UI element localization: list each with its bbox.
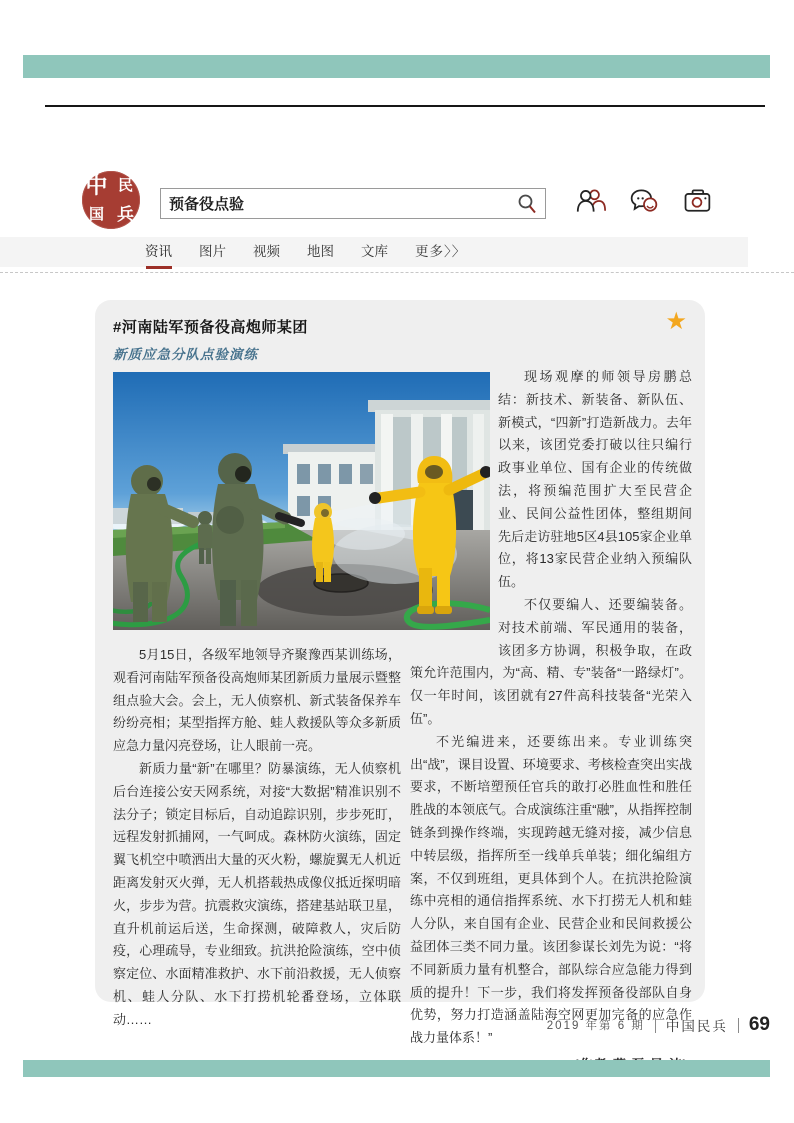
tab-more[interactable]: 更多〉〉	[415, 244, 467, 259]
logo-char: 兵	[117, 205, 134, 224]
top-accent-bar	[23, 55, 770, 78]
search-tab-bar	[0, 237, 748, 267]
star-icon[interactable]: ★	[665, 308, 687, 335]
tab-news[interactable]: 资讯	[145, 237, 172, 267]
footer-divider	[655, 1018, 656, 1033]
magazine-name: 中国民兵	[665, 1019, 728, 1034]
header-action-icons	[576, 186, 712, 216]
logo-char: 国	[88, 206, 104, 223]
tab-video[interactable]: 视频	[253, 244, 280, 259]
article-hashtag-title: #河南陆军预备役高炮师某团	[113, 319, 308, 336]
paragraph: 不光编进来，还要练出来。专业训练突出“战”，课目设置、环境要求、考核检查突出实战要求，不断培塑预任官兵的敢打必胜血性和胜任胜战的本领底气。合成演练注重“融”，从指挥控制链条到操作终端，实现跨越无缝对接，减少信息中转层级，指挥所至一线单兵单装；细化编组方案，不仅到班组，更具体到个人。在抗洪抢险演练中亮相的通信指挥系统、水下打捞无人机和蛙人分队，来自国有企业、民营企业和民间救援公益团体三类不同力量。该团参谋长刘先为说：“将不同新质力量有机整合，部队综合应急能力得到质的提升！下一步，我们将发挥预备役部队自身优势，努力打造涵盖陆海空网更加完备的应急作战力量体系！”	[410, 733, 692, 1046]
user-group-icon[interactable]	[576, 186, 606, 216]
page-footer	[547, 1014, 770, 1036]
paragraph: 现场观摩的师领导房鹏总结：新技术、新装备、新队伍、新模式，“四新”打造新战力。去年以来，该团党委打破以往只编行政事业单位、国有企业的传统做法，将预编范围扩大至民营企业、民间公益性团体，整组期间先后走访驻地5区4县105家企业单位，将13家民营企业纳入预编队伍。	[498, 369, 692, 590]
article-right-column	[410, 366, 692, 1077]
tab-maps[interactable]: 地图	[307, 244, 334, 259]
photo-wrap-spacer	[410, 366, 498, 656]
search-input[interactable]	[161, 195, 515, 212]
camera-icon[interactable]	[682, 186, 712, 216]
dashed-separator	[0, 272, 794, 273]
magazine-logo	[82, 171, 140, 229]
search-icon[interactable]	[515, 192, 539, 216]
page-number: 69	[748, 1014, 770, 1035]
footer-divider	[738, 1018, 739, 1033]
logo-char: 中	[85, 172, 108, 198]
issue-label: 2019 年第 6 期	[546, 1020, 645, 1032]
article-left-column	[113, 644, 401, 1032]
search-bar[interactable]	[160, 188, 546, 219]
header-rule	[45, 105, 765, 107]
logo-char: 民	[117, 177, 133, 194]
paragraph: 不仅要编人、还要编装备。对技术前端、军民通用的装备，该团多方协调，积极争取，在政策允许范围内，为“高、精、专”装备“一路绿灯”。仅一年时间，该团就有27件高科技装备“光荣入伍”。	[410, 596, 692, 726]
article-subtitle[interactable]: 新质应急分队点验演练	[113, 347, 258, 362]
paragraph: 5月15日，各级军地领导齐聚豫西某训练场，观看河南陆军预备役高炮师某团新质力量展示暨整组点验大会。会上，无人侦察机、新式装备保养车纷纷亮相；某型指挥方舱、蛙人救援队等众多新质应急力量闪亮登场，让人眼前一亮。	[113, 647, 401, 754]
paragraph: 新质力量“新”在哪里？防暴演练，无人侦察机后台连接公安天网系统，对接“大数据”精准识别不法分子；锁定目标后，自动追踪识别，步步死盯，远程发射抓捕网，一气呵成。森林防火演练，固定翼飞机空中喷洒出大量的灭火粉，螺旋翼无人机近距离发射灭火弹，无人机搭载热成像仪抵近探明暗火，步步为营。抗震救灾演练，搭建基站联卫星，直升机前运后送，生命探测，破障救人，灾后防疫，心理疏导，专业细致。抗洪抢险演练，空中侦察定位、水面精准救护、水下前沿救援，无人侦察机、蛙人分队、水下打捞机轮番登场，立体联动……	[113, 760, 401, 1027]
tab-images[interactable]: 图片	[199, 244, 226, 259]
chat-bubbles-icon[interactable]	[629, 186, 659, 216]
tab-library[interactable]: 文库	[361, 244, 388, 259]
bottom-accent-bar	[23, 1060, 770, 1077]
